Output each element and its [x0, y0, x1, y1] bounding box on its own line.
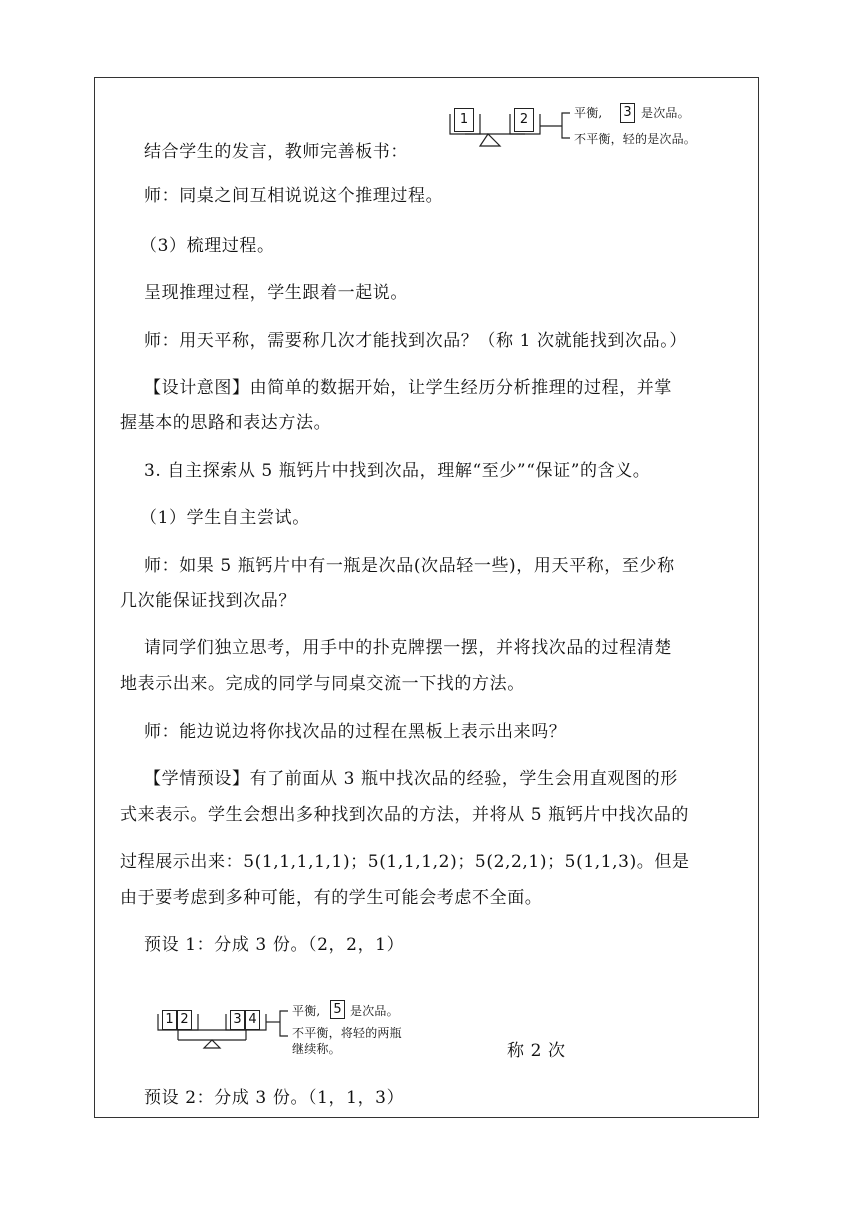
- bottle-box-2: 2: [514, 108, 534, 132]
- para-think-2: 地表示出来。完成的同学与同桌交流一下找的方法。: [120, 674, 525, 694]
- para-case-1: 预设 1：分成 3 份。（2，2，1）: [144, 935, 405, 955]
- para-design-intent-1: 【设计意图】由简单的数据开始，让学生经历分析推理的过程，并掌: [144, 378, 672, 398]
- para-case-2: 预设 2：分成 3 份。（1，1，3）: [144, 1088, 405, 1108]
- bottle-box-1: 1: [162, 1010, 177, 1030]
- para-present-reasoning: 呈现推理过程，学生跟着一起说。: [144, 283, 408, 303]
- para-teacher-discuss: 师：同桌之间互相说说这个推理过程。: [144, 186, 444, 206]
- bottle-box-3: 3: [230, 1010, 245, 1030]
- bottle-box-4: 4: [245, 1010, 260, 1030]
- para-preset-3: 过程展示出来：5(1,1,1,1,1)；5(1,1,1,2)；5(2,2,1)；5(1,1,3)。但是: [120, 852, 690, 872]
- defect-box-3: 3: [620, 103, 635, 123]
- unbalanced-text: 不平衡，轻的是次品。: [574, 132, 697, 146]
- unbalanced-line-2: 继续称。: [292, 1042, 341, 1056]
- para-sort-process: （3）梳理过程。: [140, 236, 275, 256]
- balanced-suffix: 是次品。: [350, 1004, 399, 1018]
- para-teacher-5-bottles-1: 师：如果 5 瓶钙片中有一瓶是次品(次品轻一些)，用天平称，至少称: [144, 556, 675, 576]
- para-blackboard: 师：能边说边将你找次品的过程在黑板上表示出来吗？: [144, 722, 567, 742]
- bottle-box-1: 1: [454, 108, 474, 132]
- bottle-box-2: 2: [177, 1010, 192, 1030]
- para-preset-2: 式来表示。学生会想出多种找到次品的方法，并将从 5 瓶钙片中找次品的: [120, 805, 690, 825]
- para-preset-1: 【学情预设】有了前面从 3 瓶中找次品的经验，学生会用直观图的形: [144, 769, 678, 789]
- unbalanced-line-1: 不平衡，将轻的两瓶: [292, 1026, 402, 1040]
- para-design-intent-2: 握基本的思路和表达方法。: [120, 413, 332, 433]
- weigh-count: 称 2 次: [507, 1041, 566, 1061]
- para-think-1: 请同学们独立思考，用手中的扑克牌摆一摆，并将找次品的过程清楚: [144, 638, 672, 658]
- para-teacher-question: 师：用天平称，需要称几次才能找到次品？（称 1 次就能找到次品。）: [144, 331, 687, 351]
- para-teacher-5-bottles-2: 几次能保证找到次品？: [120, 591, 296, 611]
- para-explore-5: 3. 自主探索从 5 瓶钙片中找到次品，理解“至少”“保证”的含义。: [144, 461, 651, 481]
- balanced-suffix: 是次品。: [641, 106, 690, 120]
- para-board-writing: 结合学生的发言，教师完善板书：: [144, 142, 408, 162]
- defect-box-5: 5: [330, 1000, 345, 1019]
- para-preset-4: 由于要考虑到多种可能，有的学生可能会考虑不全面。: [120, 888, 543, 908]
- para-self-try: （1）学生自主尝试。: [140, 508, 310, 528]
- balanced-text: 平衡,: [574, 106, 603, 120]
- balanced-text: 平衡,: [292, 1004, 321, 1018]
